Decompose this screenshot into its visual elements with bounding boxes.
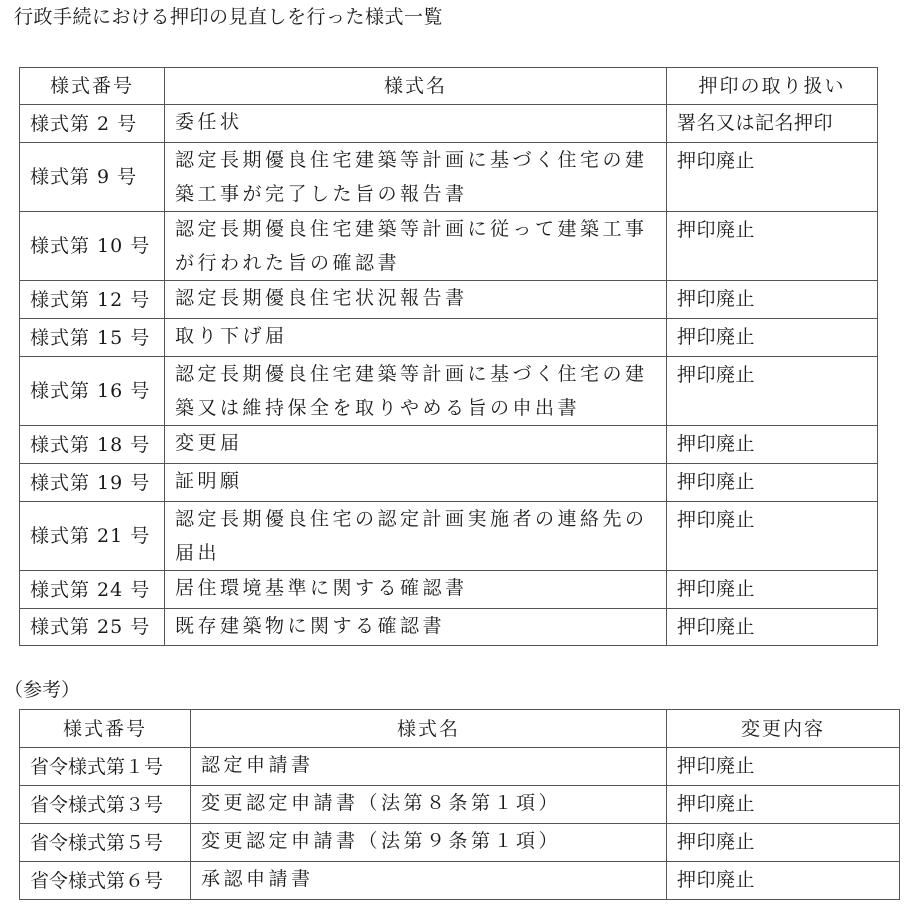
form-number: 省令様式第１号	[20, 748, 191, 786]
form-number: 省令様式第５号	[20, 824, 191, 862]
form-name: 居住環境基準に関する確認書	[165, 571, 667, 609]
form-number: 様式第 15 号	[20, 319, 165, 357]
table-row	[20, 748, 900, 786]
form-name: 認定申請書	[191, 748, 667, 786]
seal-handling: 押印廃止	[667, 426, 878, 464]
header-form-name: 様式名	[165, 68, 667, 105]
form-number: 様式第 18 号	[20, 426, 165, 464]
seal-handling: 署名又は記名押印	[667, 105, 878, 143]
header-form-name: 様式名	[191, 710, 667, 748]
change-details: 押印廃止	[667, 786, 900, 824]
table-row	[20, 824, 900, 862]
seal-handling: 押印廃止	[667, 212, 878, 281]
form-name: 取り下げ届	[165, 319, 667, 357]
form-name: 委任状	[165, 105, 667, 143]
form-number: 省令様式第３号	[20, 786, 191, 824]
form-number: 様式第 10 号	[20, 212, 165, 281]
change-details: 押印廃止	[667, 824, 900, 862]
table-row	[20, 786, 900, 824]
form-number: 様式第 9 号	[20, 143, 165, 212]
seal-handling: 押印廃止	[667, 143, 878, 212]
table-header-row	[20, 68, 878, 105]
reference-label: （参考）	[4, 679, 81, 701]
form-name: 承認申請書	[191, 862, 667, 900]
table-row	[20, 143, 878, 212]
header-form-number: 様式番号	[20, 710, 191, 748]
change-details: 押印廃止	[667, 862, 900, 900]
form-name: 認定長期優良住宅建築等計画に基づく住宅の建築工事が完了した旨の報告書	[165, 143, 667, 212]
table-row	[20, 426, 878, 464]
form-name: 認定長期優良住宅建築等計画に従って建築工事が行われた旨の確認書	[165, 212, 667, 281]
header-seal-handling: 押印の取り扱い	[667, 68, 878, 105]
main-forms-table	[19, 67, 878, 646]
form-name: 認定長期優良住宅状況報告書	[165, 281, 667, 319]
seal-handling: 押印廃止	[667, 357, 878, 426]
table-row	[20, 609, 878, 646]
form-number: 様式第 2 号	[20, 105, 165, 143]
form-number: 様式第 24 号	[20, 571, 165, 609]
table-row	[20, 571, 878, 609]
table-row	[20, 105, 878, 143]
seal-handling: 押印廃止	[667, 571, 878, 609]
table-row	[20, 502, 878, 571]
form-number: 様式第 21 号	[20, 502, 165, 571]
table-row	[20, 281, 878, 319]
table-row	[20, 212, 878, 281]
document-title: 行政手続における押印の見直しを行った様式一覧	[14, 6, 444, 28]
form-name: 変更認定申請書（法第９条第１項）	[191, 824, 667, 862]
table-row	[20, 319, 878, 357]
seal-handling: 押印廃止	[667, 319, 878, 357]
form-number: 様式第 12 号	[20, 281, 165, 319]
reference-forms-table	[19, 709, 900, 900]
header-form-number: 様式番号	[20, 68, 165, 105]
seal-handling: 押印廃止	[667, 502, 878, 571]
form-name: 変更届	[165, 426, 667, 464]
table-row	[20, 357, 878, 426]
table-row	[20, 862, 900, 900]
form-name: 認定長期優良住宅建築等計画に基づく住宅の建築又は維持保全を取りやめる旨の申出書	[165, 357, 667, 426]
seal-handling: 押印廃止	[667, 609, 878, 646]
form-name: 変更認定申請書（法第８条第１項）	[191, 786, 667, 824]
form-number: 様式第 19 号	[20, 464, 165, 502]
form-number: 省令様式第６号	[20, 862, 191, 900]
seal-handling: 押印廃止	[667, 464, 878, 502]
table-header-row	[20, 710, 900, 748]
form-number: 様式第 25 号	[20, 609, 165, 646]
table-row	[20, 464, 878, 502]
change-details: 押印廃止	[667, 748, 900, 786]
form-name: 既存建築物に関する確認書	[165, 609, 667, 646]
form-number: 様式第 16 号	[20, 357, 165, 426]
header-change-details: 変更内容	[667, 710, 900, 748]
form-name: 認定長期優良住宅の認定計画実施者の連絡先の届出	[165, 502, 667, 571]
form-name: 証明願	[165, 464, 667, 502]
seal-handling: 押印廃止	[667, 281, 878, 319]
